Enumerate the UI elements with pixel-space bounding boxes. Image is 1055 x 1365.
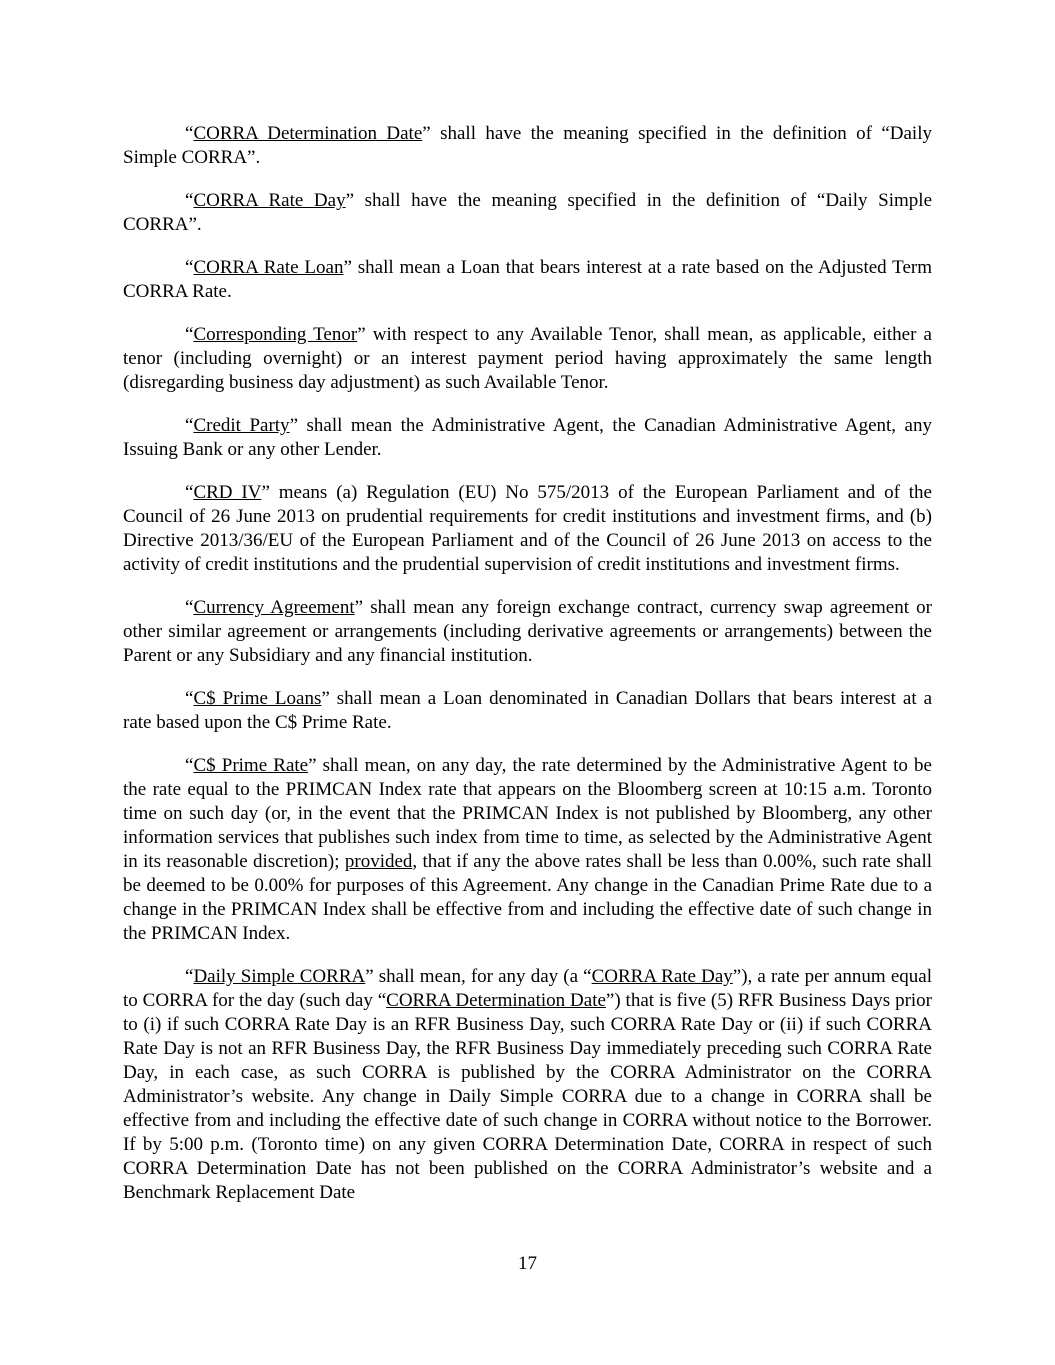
paragraph <box>123 687 932 735</box>
paragraph-text: , that if any the above rates shall be less than 0.00%, such rate shall be deemed to be 0.00% for purposes of this Agreement. Any change in the Canadian Prime Rate due to a change in the PRIMCAN Index shall be effective from and including the effective date of such change in the PRIMCAN Index. <box>123 851 932 944</box>
paragraph-text: ” shall have the meaning specified in the definition of “Daily Simple CORRA”. <box>123 123 932 168</box>
paragraph-text: ” shall mean any foreign exchange contract, currency swap agreement or other similar agreement or arrangements (including derivative agreements or arrangements) between the Parent or any Subsidiary and any financial institution. <box>123 597 932 666</box>
paragraph <box>123 122 932 170</box>
paragraph <box>123 323 932 395</box>
paragraph-text: “ <box>185 190 194 211</box>
page-number: 17 <box>518 1253 537 1274</box>
paragraph-text: “ <box>185 123 194 144</box>
defined-term: Corresponding Tenor <box>193 324 358 345</box>
paragraph <box>123 256 932 304</box>
document-body <box>123 122 932 1205</box>
paragraph-text: “ <box>185 415 194 436</box>
paragraph <box>123 414 932 462</box>
paragraph-text: ”), a rate per annum equal to CORRA for the day (such day “ <box>123 966 932 1011</box>
paragraph <box>123 481 932 577</box>
paragraph-text: “ <box>185 966 194 987</box>
paragraph <box>123 596 932 668</box>
paragraph-text: “ <box>185 597 194 618</box>
defined-term: CORRA Rate Loan <box>193 257 344 278</box>
paragraph-text: “ <box>185 257 194 278</box>
paragraph-text: ” shall mean a Loan denominated in Canadian Dollars that bears interest at a rate based upon the C$ Prime Rate. <box>123 688 932 733</box>
defined-term: C$ Prime Rate <box>193 755 309 776</box>
defined-term: CORRA Determination Date <box>386 990 606 1011</box>
paragraph-text: “ <box>185 755 194 776</box>
paragraph-text: ” shall mean the Administrative Agent, the Canadian Administrative Agent, any Issuing Bank or any other Lender. <box>123 415 932 460</box>
defined-term: Currency Agreement <box>193 597 355 618</box>
defined-term: C$ Prime Loans <box>193 688 322 709</box>
paragraph <box>123 754 932 946</box>
defined-term: provided <box>344 851 413 872</box>
paragraph-text: ” shall have the meaning specified in the definition of “Daily Simple CORRA”. <box>123 190 932 235</box>
paragraph-text: “ <box>185 324 194 345</box>
paragraph-text: “ <box>185 482 194 503</box>
paragraph-text: ” shall mean a Loan that bears interest at a rate based on the Adjusted Term CORRA Rate. <box>123 257 932 302</box>
paragraph-text: “ <box>185 688 194 709</box>
paragraph-text: ” means (a) Regulation (EU) No 575/2013 of the European Parliament and of the Council of 26 June 2013 on prudential requirements for credit institutions and investment firms, and (b) Directive 2013/36/EU of the European Parliament and of the Council of 26 June 2013 on access to the activity of credit institutions and the prudential supervision of credit institutions and investment firms. <box>123 482 932 575</box>
defined-term: CORRA Rate Day <box>591 966 733 987</box>
defined-term: CRD IV <box>193 482 262 503</box>
paragraph-text: ” with respect to any Available Tenor, shall mean, as applicable, either a tenor (including overnight) or an interest payment period having approximately the same length (disregarding business day adjustment) as such Available Tenor. <box>123 324 932 393</box>
paragraph <box>123 965 932 1205</box>
paragraph-text: ”) that is five (5) RFR Business Days prior to (i) if such CORRA Rate Day is an RFR Business Day, such CORRA Rate Day or (ii) if such CORRA Rate Day is not an RFR Business Day, the RFR Business Day immediately preceding such CORRA Rate Day, in each case, as such CORRA is published by the CORRA Administrator on the CORRA Administrator’s website. Any change in Daily Simple CORRA due to a change in CORRA shall be effective from and including the effective date of such change in CORRA without notice to the Borrower. If by 5:00 p.m. (Toronto time) on any given CORRA Determination Date, CORRA in respect of such CORRA Determination Date has not been published on the CORRA Administrator’s website and a Benchmark Replacement Date <box>123 990 932 1203</box>
paragraph <box>123 189 932 237</box>
defined-term: CORRA Determination Date <box>193 123 423 144</box>
defined-term: Daily Simple CORRA <box>193 966 366 987</box>
defined-term: Credit Party <box>193 415 290 436</box>
defined-term: CORRA Rate Day <box>193 190 346 211</box>
paragraph-text: ” shall mean, on any day, the rate determined by the Administrative Agent to be the rate equal to the PRIMCAN Index rate that appears on the Bloomberg screen at 10:15 a.m. Toronto time on such day (or, in the event that the PRIMCAN Index is not published by Bloomberg, any other information services that publishes such index from time to time, as selected by the Administrative Agent in its reasonable discretion); <box>123 755 932 872</box>
paragraph-text: ” shall mean, for any day (a “ <box>365 966 592 987</box>
